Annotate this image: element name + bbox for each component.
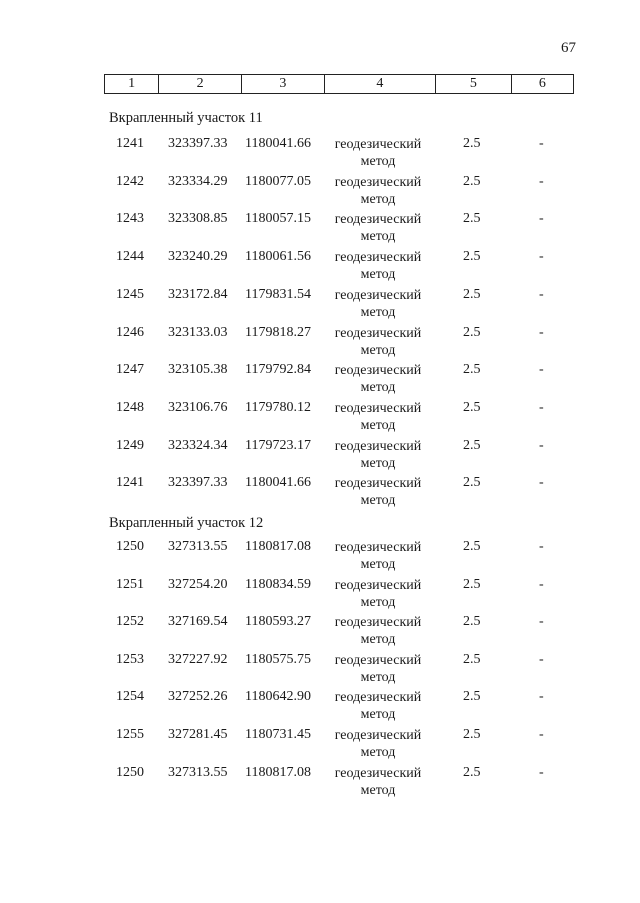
point-number: 1249 bbox=[116, 437, 144, 453]
column-header-1: 1 bbox=[105, 75, 159, 94]
determination-method: геодезический метод bbox=[334, 400, 422, 433]
column-header-4: 4 bbox=[324, 75, 435, 94]
coordinate-x: 323133.03 bbox=[168, 324, 228, 340]
point-number: 1244 bbox=[116, 249, 144, 265]
accuracy-value: 2.5 bbox=[463, 764, 481, 780]
coordinate-x: 327169.54 bbox=[168, 614, 228, 630]
note-cell: - bbox=[539, 614, 544, 630]
note-cell: - bbox=[539, 324, 544, 340]
accuracy-value: 2.5 bbox=[463, 249, 481, 265]
coordinate-x: 323397.33 bbox=[168, 475, 228, 491]
coordinate-y: 1180041.66 bbox=[245, 475, 311, 491]
table-row bbox=[0, 475, 640, 511]
section-title: Вкрапленный участок 12 bbox=[109, 515, 264, 531]
determination-method: геодезический метод bbox=[334, 615, 422, 648]
determination-method: геодезический метод bbox=[334, 363, 422, 396]
coordinate-y: 1180834.59 bbox=[245, 576, 311, 592]
point-number: 1248 bbox=[116, 399, 144, 415]
note-cell: - bbox=[539, 651, 544, 667]
table-row bbox=[0, 325, 640, 361]
note-cell: - bbox=[539, 764, 544, 780]
coordinate-x: 323324.34 bbox=[168, 437, 228, 453]
coordinate-y: 1180817.08 bbox=[245, 539, 311, 554]
column-header-2: 2 bbox=[159, 75, 242, 94]
coordinate-y: 1180061.56 bbox=[245, 249, 311, 265]
coordinate-x: 327313.55 bbox=[168, 539, 228, 554]
note-cell: - bbox=[539, 173, 544, 189]
accuracy-value: 2.5 bbox=[463, 651, 481, 667]
table-row bbox=[0, 174, 640, 210]
coordinate-y: 1179792.84 bbox=[245, 362, 311, 378]
determination-method: геодезический метод bbox=[334, 690, 422, 723]
note-cell: - bbox=[539, 689, 544, 705]
table-row bbox=[0, 400, 640, 436]
coordinate-y: 1180077.05 bbox=[245, 173, 311, 189]
column-header-3: 3 bbox=[241, 75, 324, 94]
coordinate-y: 1179831.54 bbox=[245, 286, 311, 302]
table-row bbox=[0, 438, 640, 474]
coordinate-x: 327281.45 bbox=[168, 727, 228, 742]
determination-method: геодезический метод bbox=[334, 728, 422, 760]
table-row bbox=[0, 614, 640, 650]
table-row bbox=[0, 765, 640, 801]
coordinate-x: 323397.33 bbox=[168, 136, 228, 151]
coordinate-x: 323308.85 bbox=[168, 211, 228, 227]
coordinate-y: 1180817.08 bbox=[245, 764, 311, 780]
determination-method: геодезический метод bbox=[334, 212, 422, 245]
coordinate-x: 327254.20 bbox=[168, 576, 228, 592]
point-number: 1250 bbox=[116, 539, 144, 554]
accuracy-value: 2.5 bbox=[463, 324, 481, 340]
page-number: 67 bbox=[561, 40, 576, 56]
note-cell: - bbox=[539, 286, 544, 302]
table-row bbox=[0, 539, 640, 575]
table-row bbox=[0, 287, 640, 323]
note-cell: - bbox=[539, 475, 544, 491]
column-header-5: 5 bbox=[436, 75, 512, 94]
accuracy-value: 2.5 bbox=[463, 689, 481, 705]
determination-method: геодезический метод bbox=[334, 250, 422, 283]
accuracy-value: 2.5 bbox=[463, 437, 481, 453]
determination-method: геодезический метод bbox=[334, 287, 422, 320]
note-cell: - bbox=[539, 249, 544, 265]
coordinate-x: 323240.29 bbox=[168, 249, 228, 265]
table-row bbox=[0, 652, 640, 688]
coordinate-y: 1180642.90 bbox=[245, 689, 311, 705]
coordinate-y: 1180041.66 bbox=[245, 136, 311, 151]
accuracy-value: 2.5 bbox=[463, 475, 481, 491]
note-cell: - bbox=[539, 399, 544, 415]
determination-method: геодезический метод bbox=[334, 652, 422, 685]
note-cell: - bbox=[539, 539, 544, 554]
coordinate-x: 327227.92 bbox=[168, 651, 228, 667]
accuracy-value: 2.5 bbox=[463, 286, 481, 302]
point-number: 1250 bbox=[116, 764, 144, 780]
coordinate-y: 1180057.15 bbox=[245, 211, 311, 227]
column-header-table bbox=[104, 74, 574, 94]
table-row bbox=[0, 211, 640, 247]
determination-method: геодезический метод bbox=[334, 438, 422, 471]
accuracy-value: 2.5 bbox=[463, 173, 481, 189]
table-row bbox=[0, 689, 640, 725]
coordinate-x: 323105.38 bbox=[168, 362, 228, 378]
point-number: 1246 bbox=[116, 324, 144, 340]
determination-method: геодезический метод bbox=[334, 325, 422, 358]
accuracy-value: 2.5 bbox=[463, 136, 481, 151]
accuracy-value: 2.5 bbox=[463, 362, 481, 378]
note-cell: - bbox=[539, 437, 544, 453]
coordinate-x: 323334.29 bbox=[168, 173, 228, 189]
note-cell: - bbox=[539, 576, 544, 592]
table-row bbox=[0, 362, 640, 398]
note-cell: - bbox=[539, 211, 544, 227]
accuracy-value: 2.5 bbox=[463, 211, 481, 227]
point-number: 1252 bbox=[116, 614, 144, 630]
point-number: 1242 bbox=[116, 173, 144, 189]
column-header-row bbox=[105, 75, 574, 94]
coordinate-y: 1179723.17 bbox=[245, 437, 311, 453]
table-row bbox=[0, 727, 640, 763]
note-cell: - bbox=[539, 727, 544, 742]
coordinate-y: 1180575.75 bbox=[245, 651, 311, 667]
coordinate-x: 327313.55 bbox=[168, 764, 228, 780]
note-cell: - bbox=[539, 136, 544, 151]
note-cell: - bbox=[539, 362, 544, 378]
coordinate-y: 1180593.27 bbox=[245, 614, 311, 630]
section-title: Вкрапленный участок 11 bbox=[109, 110, 263, 126]
coordinate-x: 323172.84 bbox=[168, 286, 228, 302]
coordinate-x: 323106.76 bbox=[168, 399, 228, 415]
accuracy-value: 2.5 bbox=[463, 539, 481, 554]
determination-method: геодезический метод bbox=[334, 137, 422, 169]
accuracy-value: 2.5 bbox=[463, 727, 481, 742]
determination-method: геодезический метод bbox=[334, 476, 422, 509]
point-number: 1254 bbox=[116, 689, 144, 705]
determination-method: геодезический метод bbox=[334, 174, 422, 207]
point-number: 1255 bbox=[116, 727, 144, 742]
table-row bbox=[0, 249, 640, 285]
point-number: 1253 bbox=[116, 651, 144, 667]
determination-method: геодезический метод bbox=[334, 540, 422, 572]
point-number: 1247 bbox=[116, 362, 144, 378]
accuracy-value: 2.5 bbox=[463, 614, 481, 630]
point-number: 1243 bbox=[116, 211, 144, 227]
coordinate-y: 1179780.12 bbox=[245, 399, 311, 415]
accuracy-value: 2.5 bbox=[463, 399, 481, 415]
coordinate-y: 1179818.27 bbox=[245, 324, 311, 340]
column-header-6: 6 bbox=[511, 75, 573, 94]
accuracy-value: 2.5 bbox=[463, 576, 481, 592]
point-number: 1241 bbox=[116, 475, 144, 491]
point-number: 1245 bbox=[116, 286, 144, 302]
table-row bbox=[0, 136, 640, 172]
coordinate-x: 327252.26 bbox=[168, 689, 228, 705]
point-number: 1251 bbox=[116, 576, 144, 592]
determination-method: геодезический метод bbox=[334, 577, 422, 610]
determination-method: геодезический метод bbox=[334, 765, 422, 798]
coordinate-y: 1180731.45 bbox=[245, 727, 311, 742]
point-number: 1241 bbox=[116, 136, 144, 151]
table-row bbox=[0, 577, 640, 613]
